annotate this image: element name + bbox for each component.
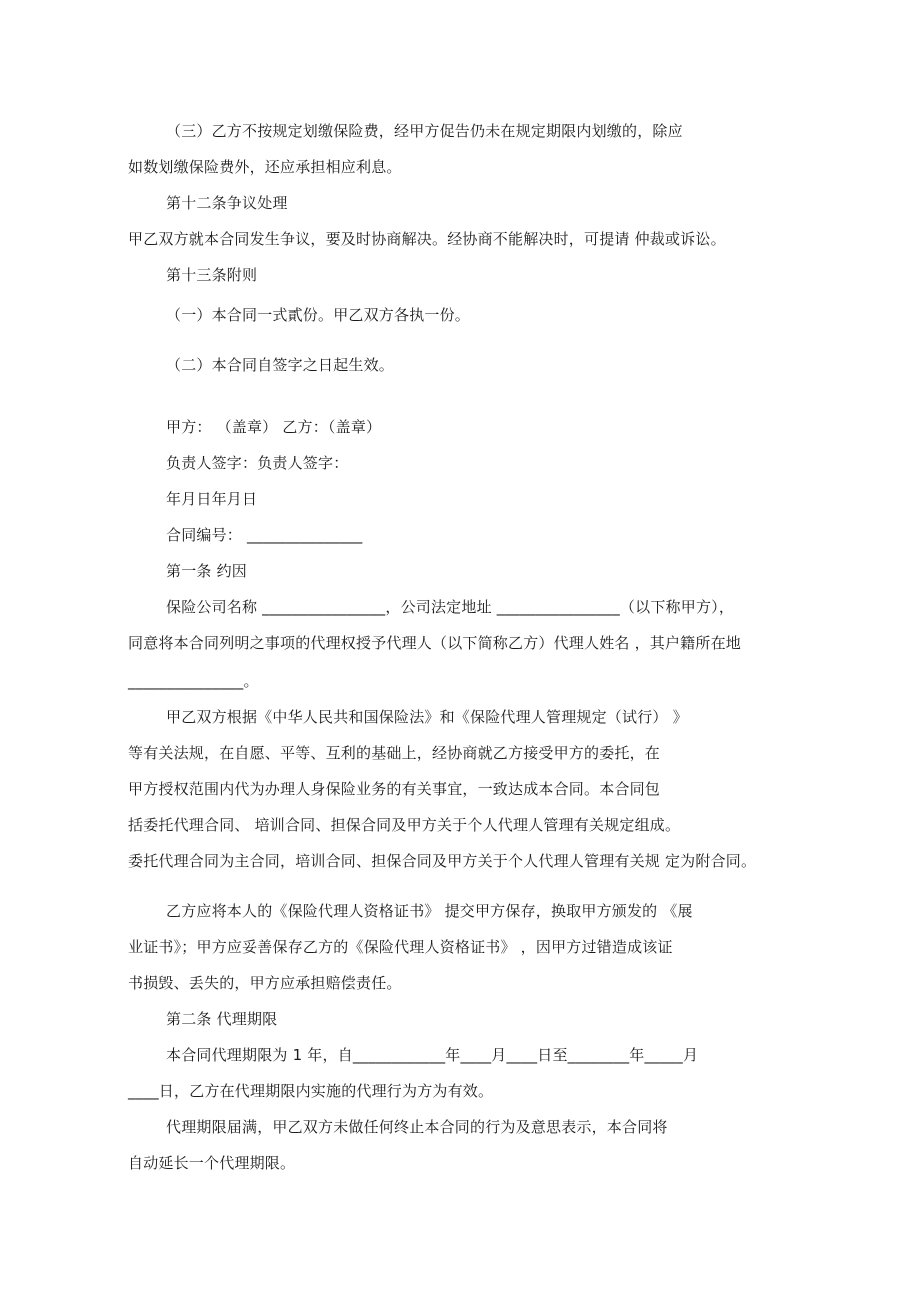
signature-line: 负责人签字：负责人签字： xyxy=(166,454,349,472)
clause-3-continuation: 如数划缴保险费外，还应承担相应利息。 xyxy=(128,158,402,176)
article-2-term-line-2: ____日，乙方在代理期限内实施的代理行为方为有效。 xyxy=(128,1082,494,1100)
article-1-residence-blank: _______________。 xyxy=(128,672,259,690)
basis-paragraph-line-3: 甲方授权范围内代为办理人身保险业务的有关事宜，一致达成本合同。本合同包 xyxy=(128,780,661,798)
article-13-item-2: （二）本合同自签字之日起生效。 xyxy=(166,356,395,374)
article-13-item-1: （一）本合同一式貳份。甲乙双方各执一份。 xyxy=(166,306,471,324)
article-1-agent-line: 同意将本合同列明之事项的代理权授予代理人（以下简称乙方）代理人姓名 ，其户籍所在地 xyxy=(128,634,741,652)
article-13-heading: 第十三条附则 xyxy=(166,266,258,284)
article-12-heading: 第十二条争议处理 xyxy=(166,194,288,212)
date-line: 年月日年月日 xyxy=(166,490,258,508)
basis-paragraph-line-2: 等有关法规，在自愿、平等、互利的基础上，经协商就乙方接受甲方的委托，在 xyxy=(128,744,661,762)
renewal-line-2: 自动延长一个代理期限。 xyxy=(128,1154,296,1172)
certificate-paragraph-line-1: 乙方应将本人的《保险代理人资格证书》 提交甲方保存，换取甲方颁发的 《展 xyxy=(166,902,693,920)
basis-paragraph-line-1: 甲乙双方根据《中华人民共和国保险法》和《保险代理人管理规定（试行） 》 xyxy=(166,708,688,726)
article-1-company-line: 保险公司名称 ________________，公司法定地址 ________________（以下称甲方）， xyxy=(166,598,735,616)
certificate-paragraph-line-3: 书损毁、丢失的，甲方应承担赔偿责任。 xyxy=(128,974,402,992)
basis-paragraph-line-4: 括委托代理合同、 培训合同、担保合同及甲方关于个人代理人管理有关规定组成。 xyxy=(128,816,681,834)
article-12-text: 甲乙双方就本合同发生争议，要及时协商解决。经协商不能解决时，可提请 仲裁或诉讼。 xyxy=(128,230,726,248)
contract-number: 合同编号： _______________ xyxy=(166,526,363,544)
article-2-heading: 第二条 代理期限 xyxy=(166,1010,278,1028)
basis-paragraph-line-5: 委托代理合同为主合同，培训合同、担保合同及甲方关于个人代理人管理有关规 定为附合同。 xyxy=(128,852,757,870)
article-2-term-line-1: 本合同代理期限为 1 年，自____________年____月____日至________年_____月 xyxy=(166,1046,699,1064)
clause-3-late-payment: （三）乙方不按规定划缴保险费，经甲方促告仍未在规定期限内划缴的，除应 xyxy=(166,122,683,140)
renewal-line-1: 代理期限届满，甲乙双方未做任何终止本合同的行为及意思表示，本合同将 xyxy=(166,1118,668,1136)
article-1-heading: 第一条 约因 xyxy=(166,562,247,580)
certificate-paragraph-line-2: 业证书》；甲方应妥善保存乙方的《保险代理人资格证书》 ，因甲方过错造成该证 xyxy=(128,938,673,956)
party-seal-line: 甲方： （盖章） 乙方：（盖章） xyxy=(166,418,382,436)
